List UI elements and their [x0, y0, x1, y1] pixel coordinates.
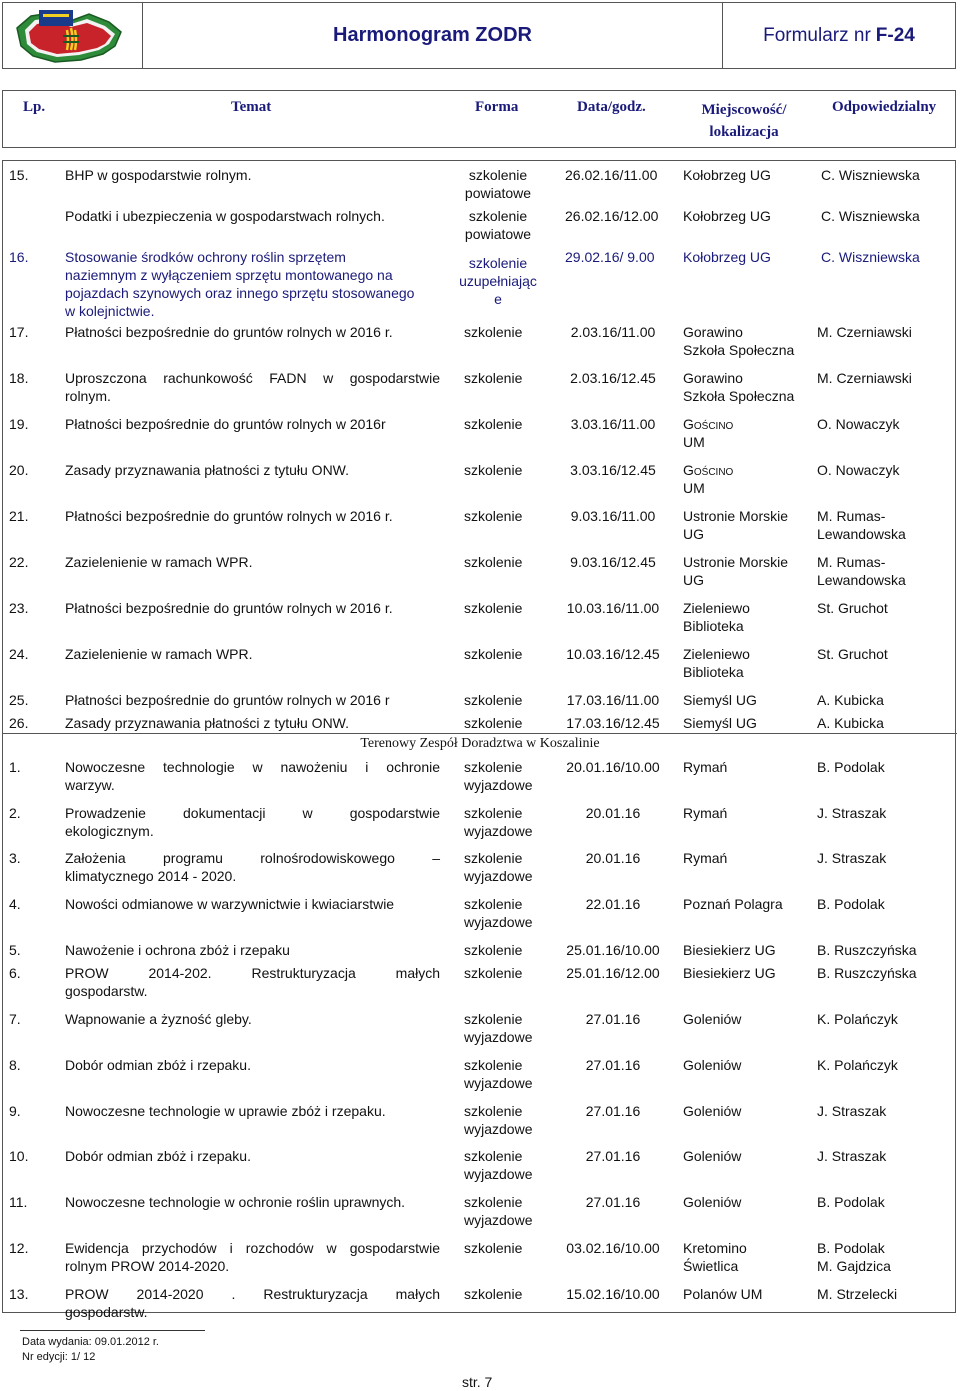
row-number: 22. [9, 554, 29, 570]
row-number: 6. [9, 965, 21, 981]
row-form: szkolenie [464, 462, 523, 478]
row-place: Ustronie Morskie UG [683, 554, 789, 588]
row-responsible: B. Ruszczyńska [817, 942, 917, 958]
row-date: 25.01.16/10.00 [566, 942, 660, 958]
row-form: szkolenie wyjazdowe [464, 850, 533, 884]
col-odpowiedzialny: Odpowiedzialny [832, 99, 937, 115]
row-topic: Płatności bezpośrednie do gruntów rolnych w 2016 r. [65, 600, 393, 616]
row-form: szkolenie [464, 942, 523, 958]
row-topic: Nowości odmianowe w warzywnictwie i kwiaciarstwie [65, 896, 395, 912]
row-number: 20. [9, 462, 29, 478]
row-place: Poznań Polagra [683, 896, 783, 912]
row-place: Goleniów [683, 1011, 742, 1027]
row-place: Kretomino Świetlica [683, 1240, 747, 1274]
edition-number: Nr edycji: 1/ 12 [22, 1351, 96, 1363]
row-number: 12. [9, 1240, 29, 1256]
zodr-logo-icon [11, 6, 127, 66]
row-number: 5. [9, 942, 21, 958]
col-miejscowosc: Miejscowość/ lokalizacja [701, 102, 787, 140]
row-form: szkolenie wyjazdowe [464, 896, 533, 930]
row-number: 19. [9, 416, 29, 432]
row-topic: Dobór odmian zbóż i rzepaku. [65, 1148, 251, 1164]
row-responsible: O. Nowaczyk [817, 416, 900, 432]
row-place: Zieleniewo Biblioteka [683, 600, 750, 634]
row-date: 9.03.16/11.00 [570, 508, 656, 524]
row-place: Rymań [683, 759, 728, 775]
row-topic: Prowadzenie dokumentacji w gospodarstwie ekologicznym. [65, 805, 440, 839]
row-form: szkolenie wyjazdowe [464, 1057, 533, 1091]
row-responsible: M. Strzelecki [817, 1286, 898, 1302]
row-place: Rymań [683, 805, 728, 821]
row-place: Rymań [683, 850, 728, 866]
row-number: 1. [9, 759, 21, 775]
col-data: Data/godz. [577, 99, 646, 115]
row-date: 27.01.16 [585, 1057, 641, 1073]
row-place: Zieleniewo Biblioteka [683, 646, 750, 680]
row-place: Siemyśl UG [683, 715, 757, 731]
row-date: 20.01.16/10.00 [566, 759, 660, 775]
row-date: 2.03.16/12.45 [570, 370, 656, 386]
row-topic: Płatności bezpośrednie do gruntów rolnych w 2016r [65, 416, 386, 432]
row-topic: Płatności bezpośrednie do gruntów rolnych w 2016 r [65, 692, 390, 708]
row-responsible: K. Polańczyk [817, 1011, 898, 1027]
row-date: 17.03.16/12.45 [566, 715, 660, 731]
row-date: 3.03.16/12.45 [570, 462, 656, 478]
row-responsible: O. Nowaczyk [817, 462, 900, 478]
row-number: 4. [9, 896, 21, 912]
row-number: 9. [9, 1103, 21, 1119]
row-form: szkolenie [464, 324, 523, 340]
row-place: Goleniów [683, 1103, 742, 1119]
form-label: Formularz nr [763, 24, 871, 46]
row-number: 26. [9, 715, 29, 731]
row-form: szkolenie [464, 1240, 523, 1256]
row-place: Goleniów [683, 1148, 742, 1164]
row-topic: PROW 2014-202. Restrukturyzacja małych gospodarstw. [65, 965, 440, 999]
row-date: 9.03.16/12.45 [570, 554, 656, 570]
row-topic: Nowoczesne technologie w ochronie roślin uprawnych. [65, 1194, 406, 1210]
row-number: 3. [9, 850, 21, 866]
row-place: Gorawino Szkoła Społeczna [683, 324, 795, 358]
row-number: 10. [9, 1148, 29, 1164]
row-date: 17.03.16/11.00 [566, 692, 660, 708]
form-number-cell [723, 3, 955, 68]
row-topic: PROW 2014-2020 . Restrukturyzacja małych gospodarstw. [65, 1286, 440, 1320]
row-number: 21. [9, 508, 29, 524]
row-responsible: M. Rumas- Lewandowska [817, 508, 906, 542]
row-date: 22.01.16 [585, 896, 641, 912]
row-date: 10.03.16/12.45 [566, 646, 660, 662]
row-responsible: J. Straszak [817, 850, 887, 866]
row-date: 20.01.16 [585, 805, 641, 821]
issue-date: Data wydania: 09.01.2012 r. [22, 1336, 159, 1348]
row-topic: Zazielenienie w ramach WPR. [65, 554, 253, 570]
row-place: Biesiekierz UG [683, 942, 776, 958]
row-topic: Dobór odmian zbóż i rzepaku. [65, 1057, 251, 1073]
row-place: Gościno UM [683, 462, 734, 496]
row-place: Ustronie Morskie UG [683, 508, 789, 542]
row-topic: Zasady przyznawania płatności z tytułu ONW. [65, 715, 350, 731]
row-form: szkolenie wyjazdowe [464, 1148, 533, 1182]
row-form: szkolenie [464, 1286, 523, 1302]
row-place: Siemyśl UG [683, 692, 757, 708]
row-topic: Nowoczesne technologie w uprawie zbóż i rzepaku. [65, 1103, 386, 1119]
row-date: 03.02.16/10.00 [566, 1240, 660, 1256]
row-form: szkolenie [464, 416, 523, 432]
row-topic: Nowoczesne technologie w nawożeniu i ochronie warzyw. [65, 759, 440, 793]
row-topic: Uproszczona rachunkowość FADN w gospodarstwie rolnym. [65, 370, 440, 404]
row-topic: Ewidencja przychodów i rozchodów w gospodarstwie rolnym PROW 2014-2020. [65, 1240, 440, 1274]
row-number: 7. [9, 1011, 21, 1027]
row-responsible: M. Czerniawski [817, 324, 912, 340]
document-header [2, 2, 956, 69]
logo-cell [3, 3, 143, 68]
row-form: szkolenie wyjazdowe [464, 1103, 533, 1137]
row-number: 2. [9, 805, 21, 821]
row-number: 17. [9, 324, 29, 340]
row-form: szkolenie [464, 965, 523, 981]
row-responsible: B. Podolak [817, 759, 885, 775]
row-form: szkolenie [464, 554, 523, 570]
row-responsible: M. Czerniawski [817, 370, 912, 386]
row-date: 15.02.16/10.00 [566, 1286, 660, 1302]
row-number: 8. [9, 1057, 21, 1073]
row-responsible: A. Kubicka [817, 715, 884, 731]
row-form: szkolenie wyjazdowe [464, 805, 533, 839]
row-responsible: J. Straszak [817, 1103, 887, 1119]
row-topic: Płatności bezpośrednie do gruntów rolnych w 2016 r. [65, 324, 393, 340]
row-number: 13. [9, 1286, 29, 1302]
row-responsible: St. Gruchot [817, 646, 888, 662]
row-responsible: J. Straszak [817, 1148, 887, 1164]
row-date: 2.03.16/11.00 [570, 324, 656, 340]
row-topic: Zazielenienie w ramach WPR. [65, 646, 253, 662]
row-responsible: B. Ruszczyńska [817, 965, 917, 981]
form-number: F-24 [875, 24, 915, 46]
row-place: Goleniów [683, 1194, 742, 1210]
footer-rule [20, 1330, 205, 1331]
row-responsible: J. Straszak [817, 805, 887, 821]
schedule-table: 15. BHP w gospodarstwie rolnym. szkolenie powiatowe 26.02.16/11.00 Kołobrzeg UG C. Wiszniewska Podatki i ubezpieczenia w gospodarstwach rolnych. szkolenie powiatowe 26.02.16/12.00 Kołobrzeg UG C. Wiszniewska 16. Stosowanie środków ochrony roślin sprzętem naziemnym z wyłączeniem sprzętu montowanego na pojazdach szynowych oraz innego sprzętu stosowanego w kolejnictwie. szkolenie uzupełniając e 29.02.16/ 9.00 Kołobrzeg UG C. Wiszniewska 17. Płatności bezpośrednie do gruntów rolnych w 2016 r. szkolenie 2.03.16/11.00 Gorawino Szkoła Społeczna M. Czerniawski 18. Uproszczona rachunkowość FADN w gospodarstwie rolnym. szkolenie 2.03.16/12.45 Gorawino Szkoła Społeczna M. Czerniawski 19. Płatności bezpośrednie do gruntów rolnych w 2016r szkolenie 3.03.16/11.00 Gościno UM O. Nowaczyk 20. Zasady przyznawania płatności z tytułu ONW. szkolenie 3.03.16/12.45 Gościno UM O. Nowaczyk 21. Płatności bezpośrednie do gruntów rolnych w 2016 r. szkolenie 9.03.16/11.00 Ustronie Morskie UG M. Rumas- Lewandowska 22. Zazielenienie w ramach WPR. szkolenie 9.03.16/12.45 Ustronie Morskie UG M. Rumas- Lewandowska 23. Płatności bezpośrednie do gruntów rolnych w 2016 r. szkolenie 10.03.16/11.00 Zieleniewo Biblioteka St. Gruchot 24. Zazielenienie w ramach WPR. szkolenie 10.03.16/12.45 Zieleniewo Biblioteka St. Gruchot 25. Płatności bezpośrednie do gruntów rolnych w 2016 r szkolenie 17.03.16/11.00 Siemyśl UG A. Kubicka 26. Zasady przyznawania płatności z tytułu ONW. szkolenie 17.03.16/12.45 Siemyśl UG A. Kubicka Terenowy Zespół Doradztwa w Koszalinie 1. Nowoczesne technologie w nawożeniu i ochronie warzyw. szkolenie wyjazdowe 20.01.16/10.00 Rymań B. Podolak 2. Prowadzenie dokumentacji w gospodarstwie ekologicznym. szkolenie wyjazdowe 20.01.16 Rymań J. Straszak 3. Założenia programu rolnośrodowiskowego – klimatycznego 2014 - 2020. szkolenie wyjazdowe 20.01.16 Rymań J. Straszak 4. Nowości odmianowe w warzywnictwie i kwiaciarstwie szkolenie wyjazdowe 22.01.16 Poznań Polagra B. Podolak 5. Nawożenie i ochrona zbóż i rzepaku szkolenie 25.01.16/10.00 Biesiekierz UG B. Ruszczyńska 6. PROW 2014-202. Restrukturyzacja małych gospodarstw. szkolenie 25.01.16/12.00 Biesiekierz UG B. Ruszczyńska 7. Wapnowanie a żyzność gleby. szkolenie wyjazdowe 27.01.16 Goleniów K. Polańczyk 8. Dobór odmian zbóż i rzepaku. szkolenie wyjazdowe 27.01.16 Goleniów K. Polańczyk 9. Nowoczesne technologie w uprawie zbóż i rzepaku. szkolenie wyjazdowe 27.01.16 Goleniów J. Straszak 10. Dobór odmian zbóż i rzepaku. szkolenie wyjazdowe 27.01.16 Goleniów J. Straszak 11. Nowoczesne technologie w ochronie roślin uprawnych. szkolenie wyjazdowe 27.01.16 Goleniów B. Podolak 12. Ewidencja przychodów i rozchodów w gospodarstwie rolnym PROW 2014-2020. szkolenie 03.02.16/10.00 Kretomino Świetlica B. Podolak M. Gajdzica 13. PROW 2014-2020 . Restrukturyzacja małych gospodarstw. szkolenie 15.02.16/10.00 Polanów UM M. Strzelecki [2, 160, 956, 1313]
row-place: Goleniów [683, 1057, 742, 1073]
row-place: Gościno UM [683, 416, 734, 450]
row-topic: Płatności bezpośrednie do gruntów rolnych w 2016 r. [65, 508, 393, 524]
page-number: str. 7 [462, 1374, 493, 1390]
row-date: 10.03.16/11.00 [566, 600, 660, 616]
row-number: 23. [9, 600, 29, 616]
row-form: szkolenie [464, 715, 523, 731]
row-date: 27.01.16 [585, 1011, 641, 1027]
row-date: 27.01.16 [585, 1194, 641, 1210]
col-temat: Temat [231, 99, 272, 115]
row-date: 3.03.16/11.00 [570, 416, 656, 432]
row-form: szkolenie wyjazdowe [464, 759, 533, 793]
row-topic: Założenia programu rolnośrodowiskowego – klimatycznego 2014 - 2020. [65, 850, 440, 884]
row-place: Biesiekierz UG [683, 965, 776, 981]
row-responsible: M. Rumas- Lewandowska [817, 554, 906, 588]
row-date: 27.01.16 [585, 1148, 641, 1164]
row-topic: Nawożenie i ochrona zbóż i rzepaku [65, 942, 290, 958]
row-date: 25.01.16/12.00 [566, 965, 660, 981]
footer-info [22, 1335, 159, 1365]
row-form: szkolenie [464, 370, 523, 386]
row-form: szkolenie wyjazdowe [464, 1194, 533, 1228]
row-number: 25. [9, 692, 29, 708]
row-form: szkolenie [464, 646, 523, 662]
row-place: Gorawino Szkoła Społeczna [683, 370, 795, 404]
row-form: szkolenie wyjazdowe [464, 1011, 533, 1045]
row-responsible: B. Podolak [817, 896, 885, 912]
row-number: 24. [9, 646, 29, 662]
row-date: 20.01.16 [585, 850, 641, 866]
row-date: 27.01.16 [585, 1103, 641, 1119]
row-place: Polanów UM [683, 1286, 763, 1302]
col-forma: Forma [475, 99, 519, 115]
row-number: 18. [9, 370, 29, 386]
col-lp: Lp. [23, 99, 46, 115]
row-responsible: B. Podolak M. Gajdzica [817, 1240, 891, 1274]
row-topic: Wapnowanie a żyzność gleby. [65, 1011, 252, 1027]
row-form: szkolenie [464, 508, 523, 524]
row-form: szkolenie [464, 600, 523, 616]
document-title: Harmonogram ZODR [143, 3, 723, 68]
column-headers [2, 90, 956, 148]
row-responsible: K. Polańczyk [817, 1057, 898, 1073]
row-responsible: St. Gruchot [817, 600, 888, 616]
row-form: szkolenie [464, 692, 523, 708]
row-number: 11. [9, 1194, 28, 1210]
row-responsible: B. Podolak [817, 1194, 885, 1210]
row-responsible: A. Kubicka [817, 692, 884, 708]
section-title: Terenowy Zespół Doradztwa w Koszalinie [360, 736, 600, 751]
row-topic: Zasady przyznawania płatności z tytułu ONW. [65, 462, 350, 478]
